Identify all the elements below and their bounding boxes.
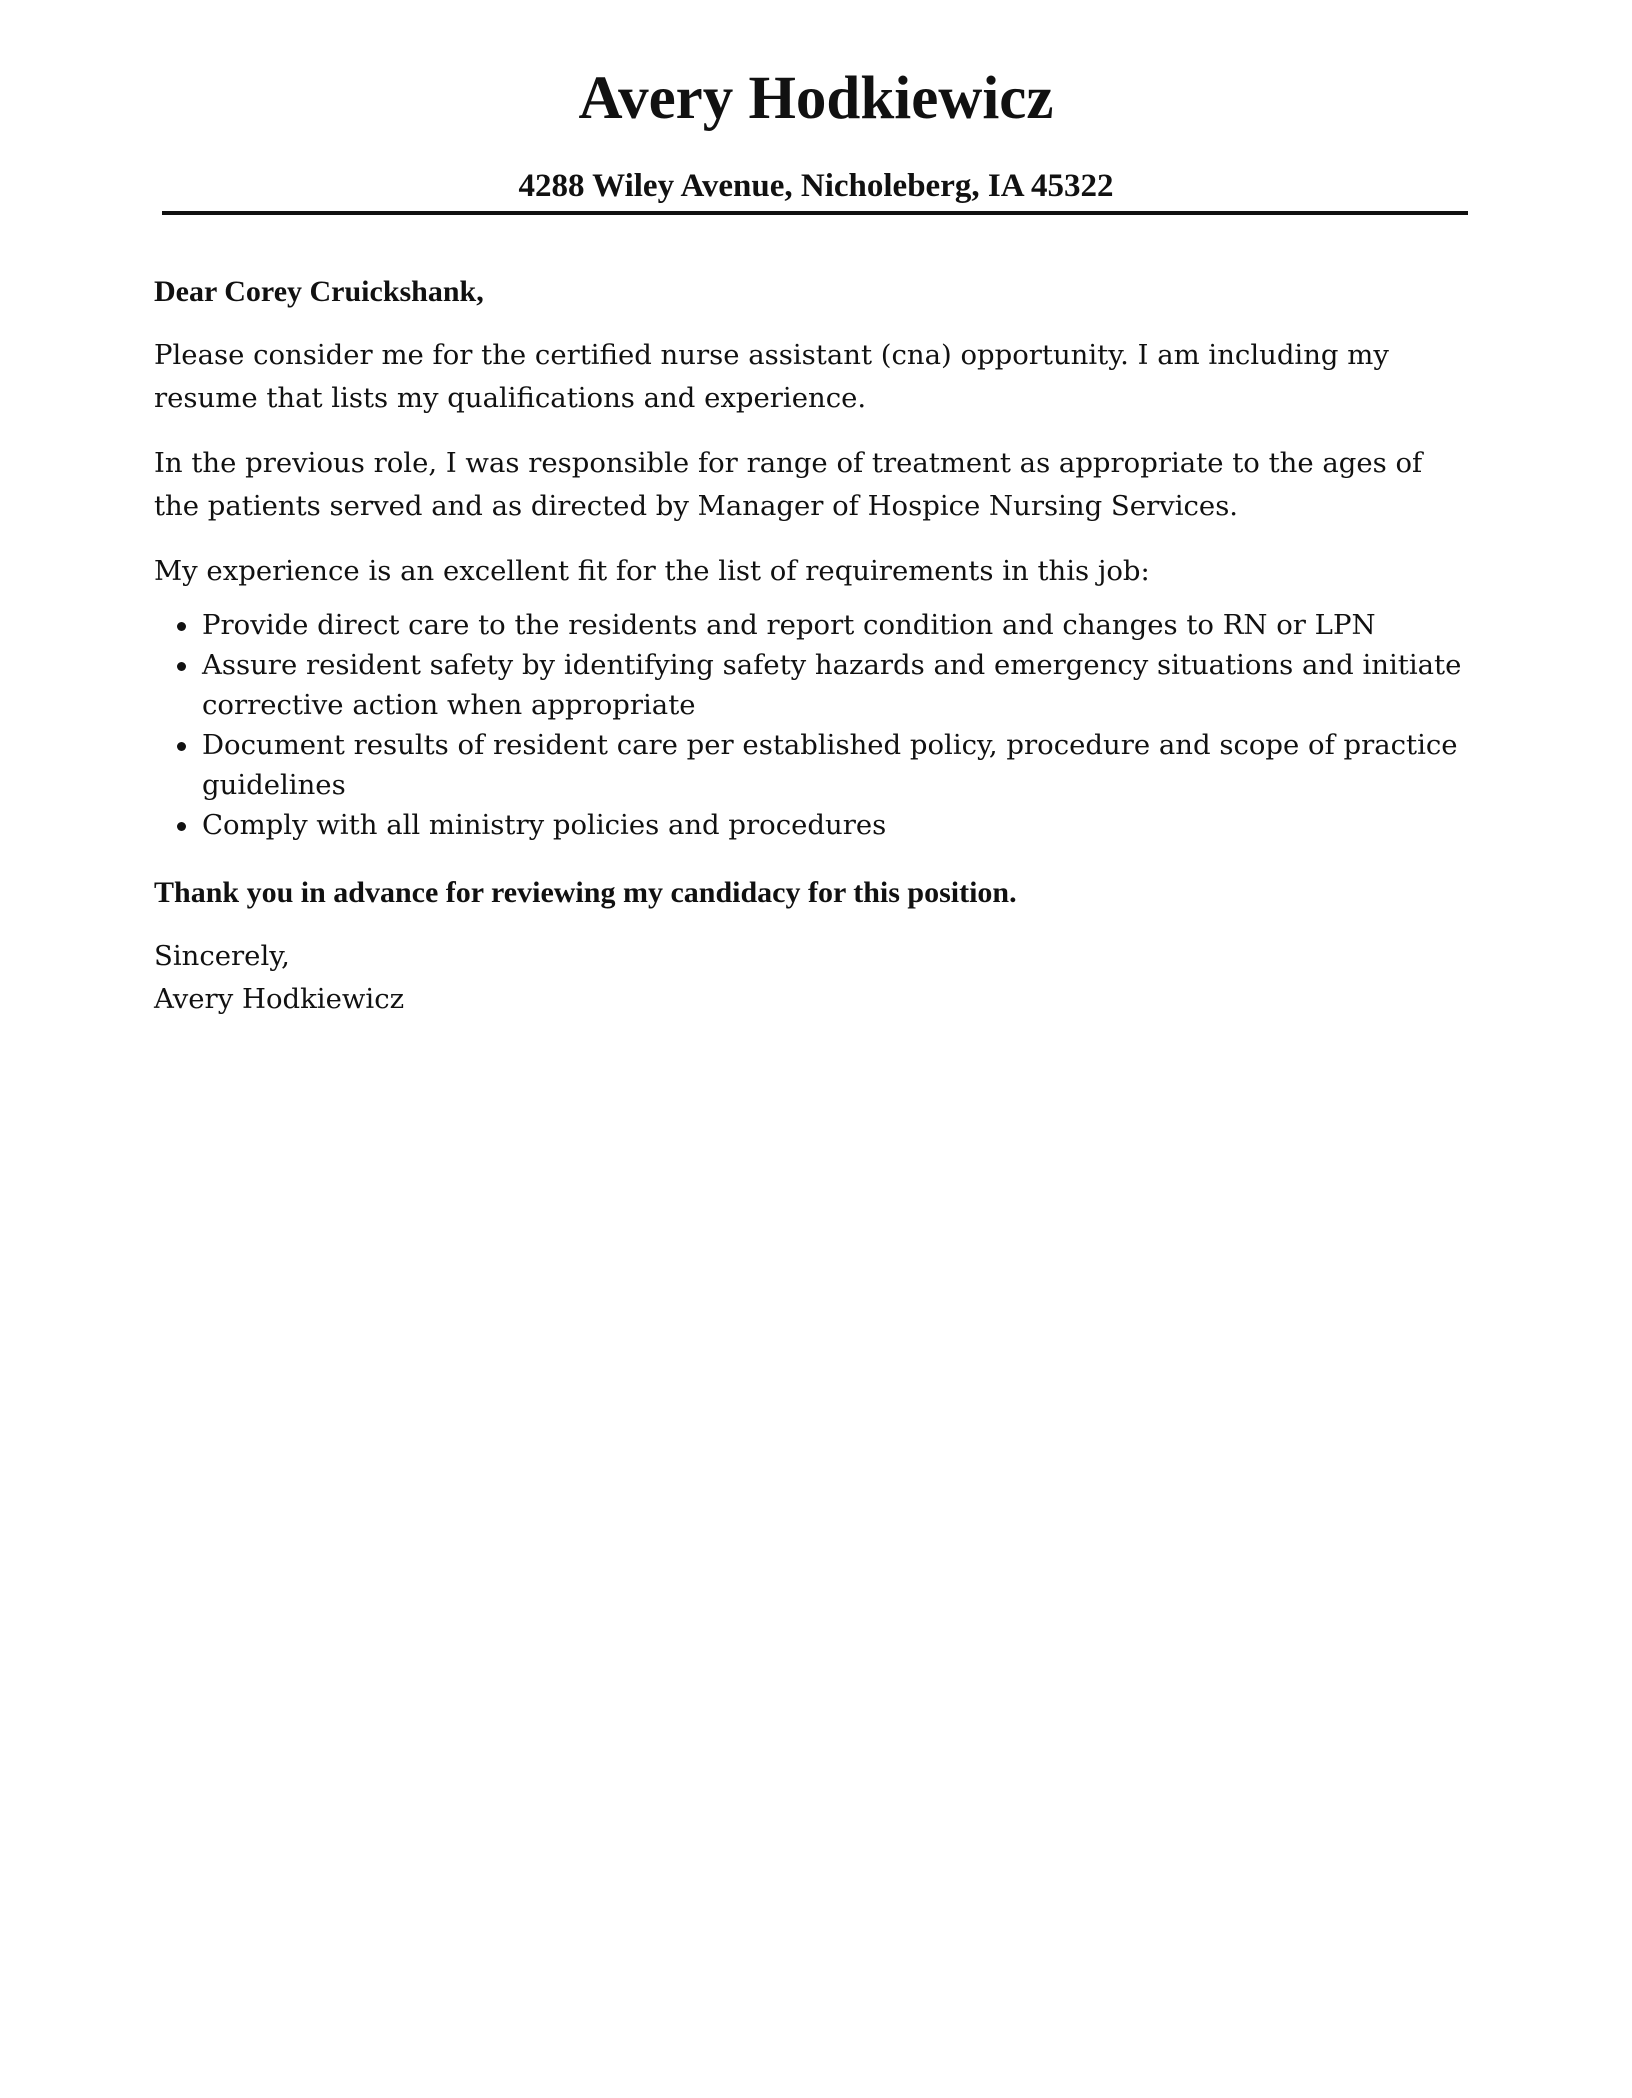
list-item xyxy=(154,605,1474,645)
header-divider xyxy=(162,211,1468,215)
signoff-text: Sincerely, xyxy=(154,940,290,972)
requirement-text: Document results of resident care per established policy, procedure and scope of practice guidelines xyxy=(202,729,1458,801)
salutation: Dear Corey Cruickshank, xyxy=(154,275,484,308)
bullet-icon xyxy=(177,742,186,751)
signoff-block xyxy=(154,935,1474,1021)
list-item xyxy=(154,645,1474,725)
requirement-text: Assure resident safety by identifying safety hazards and emergency situations and initiate corrective action when appropriate xyxy=(202,649,1462,721)
requirements-list xyxy=(154,605,1474,845)
requirement-text: Provide direct care to the residents and report condition and changes to RN or LPN xyxy=(202,609,1376,641)
bullet-icon xyxy=(177,822,186,831)
experience-paragraph: In the previous role, I was responsible for range of treatment as appropriate to the ages of the patients served and as directed by Manager of Hospice Nursing Services. xyxy=(154,447,1423,522)
letter-body xyxy=(154,270,1474,1021)
intro-paragraph: Please consider me for the certified nurse assistant (cna) opportunity. I am including my resume that lists my qualifications and experience. xyxy=(154,339,1389,414)
list-item xyxy=(154,725,1474,805)
list-item xyxy=(154,805,1474,845)
closing-line: Thank you in advance for reviewing my candidacy for this position. xyxy=(154,876,1017,909)
applicant-name: Avery Hodkiewicz xyxy=(578,65,1054,132)
applicant-address: 4288 Wiley Avenue, Nicholeberg, IA 45322 xyxy=(518,168,1114,204)
signature-name: Avery Hodkiewicz xyxy=(154,983,405,1015)
bullet-icon xyxy=(177,662,186,671)
bullet-icon xyxy=(177,622,186,631)
fit-paragraph: My experience is an excellent fit for the list of requirements in this job: xyxy=(154,555,1150,587)
requirement-text: Comply with all ministry policies and procedures xyxy=(202,809,887,841)
